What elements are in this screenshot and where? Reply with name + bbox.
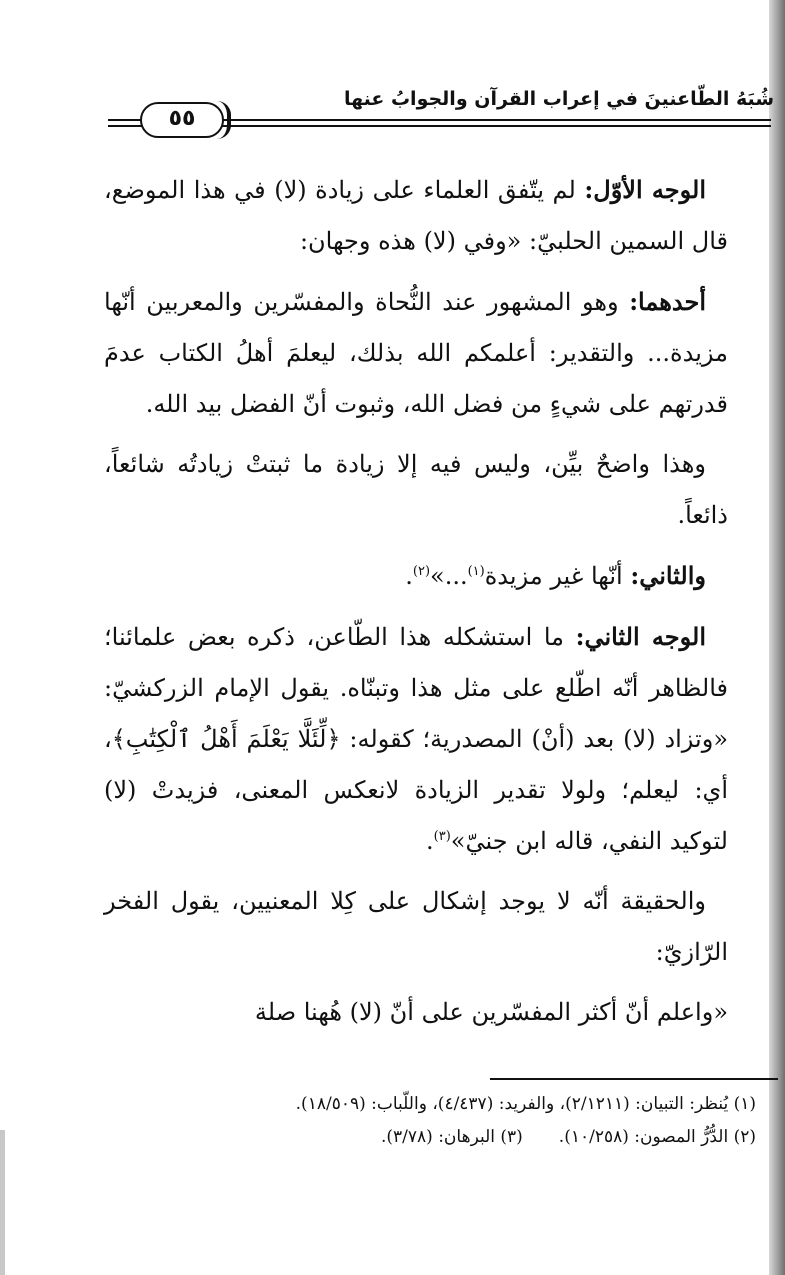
footnote: (٢) الدُّرُّ المصون: (١٠/٢٥٨). [558, 1127, 756, 1147]
footnote-ref: (٢) [412, 564, 431, 579]
paragraph-text: أنّها غير مزيدة [484, 562, 631, 590]
paragraph-end: . [426, 827, 434, 855]
paragraph [104, 439, 728, 541]
paragraph [104, 987, 728, 1038]
footnote-separator [490, 1078, 778, 1080]
footnote-ref: (١) [467, 564, 485, 579]
footnote: (١) يُنظر: التبيان: (٢/١٢١١)، والفريد: (٤/٤٣٧)، واللّباب: (١٨/٥٠٩). [295, 1094, 756, 1114]
paragraph-lead: الوجه الأوّل: [584, 175, 706, 204]
paragraph-lead: الوجه الثاني: [575, 622, 707, 651]
paragraph-lead: والثاني: [630, 561, 706, 590]
footnotes [104, 1088, 756, 1154]
paragraph-lead: أحدهما: [629, 287, 706, 316]
footnote-ref: (٣) [433, 829, 451, 844]
paragraph [104, 276, 728, 430]
page-edge-shadow [769, 0, 785, 1275]
paragraph-end: . [405, 562, 413, 590]
paragraph [104, 550, 728, 602]
paragraph-text: ...» [430, 562, 468, 590]
paragraph-text: والحقيقة أنّه لا يوجد إشكال على كِلا المعنيين، يقول الفخر الرّازيّ: [104, 887, 728, 966]
page-number: ٥٥ [140, 102, 224, 138]
paragraph-text: لم يتّفق العلماء على زيادة (لا) في هذا الموضع، قال السمين الحلبيّ: «وفي (لا) هذه وجهان: [104, 176, 728, 255]
paragraph [104, 876, 728, 978]
paragraph [104, 611, 728, 867]
page-edge-left [0, 1130, 5, 1275]
running-title: شُبَهُ الطّاعنينَ في إعراب القرآن والجوابُ عنها [343, 88, 774, 110]
main-text [104, 164, 728, 1038]
paragraph-text: وهو المشهور عند النُّحاة والمفسّرين والمعربين أنّها مزيدة... والتقدير: أعلمكم الله بذلك، ليعلمَ أهلُ الكتاب عدمَ قدرتهم على شيءٍ من فضل الله، وثبوت أنّ الفضل بيد الله. [104, 288, 728, 418]
paragraph [104, 164, 728, 267]
paragraph-text: «واعلم أنّ أكثر المفسّرين على أنّ (لا) هُهنا صلة [254, 998, 728, 1026]
footnote-line [104, 1121, 756, 1154]
paragraph-text: وهذا واضحٌ بيِّن، وليس فيه إلا زيادة ما ثبتتْ زيادتُه شائعاً، ذائعاً. [104, 450, 728, 529]
footnote: (٣) البرهان: (٣/٧٨). [381, 1127, 523, 1147]
paragraph-text: ما استشكله هذا الطّاعن، ذكره بعض علمائنا؛ فالظاهر أنّه اطّلع على مثل هذا وتبنّاه. يقول الإمام الزركشيّ: «وتزاد (لا) بعد (أنْ) المصدرية؛ كقوله: ﴿لِّئَلَّا يَعْلَمَ أَهْلُ ٱلْكِتَٰبِ﴾، أي: ليعلم؛ ولولا تقدير الزيادة لانعكس المعنى، فزيدتْ (لا) لتوكيد النفي، قاله ابن جنيّ» [104, 623, 728, 855]
